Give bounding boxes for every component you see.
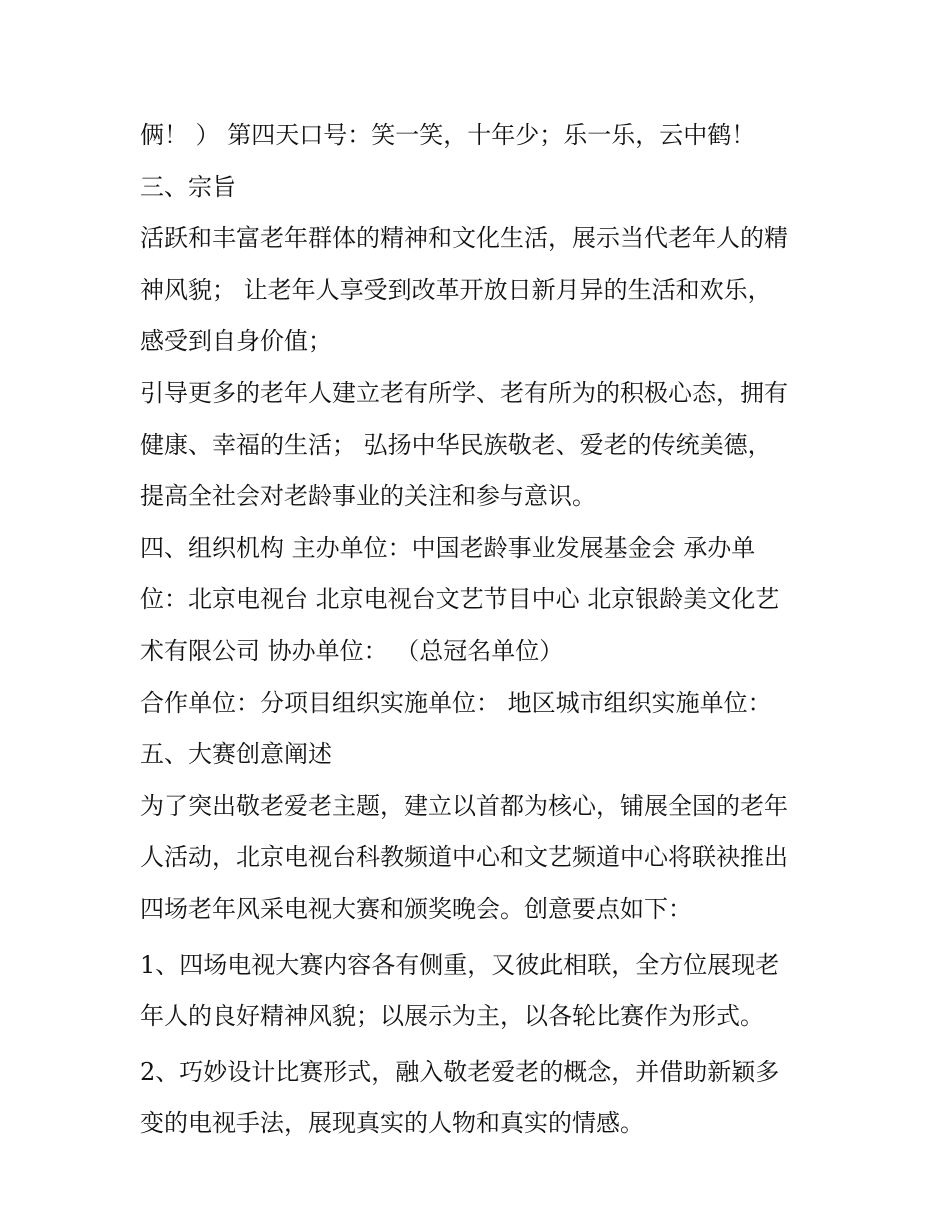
text-line: 变的电视手法，展现真实的人物和真实的情感。	[140, 1109, 644, 1138]
text-line: 为了突出敬老爱老主题，建立以首都为核心，铺展全国的老年	[140, 791, 788, 820]
section-heading-organization: 四、组织机构 主办单位：中国老龄事业发展基金会 承办单	[140, 533, 756, 562]
text-line: 引导更多的老年人建立老有所学、老有所为的积极心态，拥有	[140, 378, 788, 407]
section-heading-creative: 五、大赛创意阐述	[140, 740, 332, 769]
list-item-1: 1、四场电视大赛内容各有侧重，又彼此相联，全方位展现老	[140, 950, 780, 979]
text-line: 俩！ ） 第四天口号：笑一笑，十年少；乐一乐，云中鹤！	[140, 121, 756, 149]
text-line: 术有限公司 协办单位： （总冠名单位）	[140, 636, 564, 665]
text-line: 感受到自身价值；	[140, 327, 332, 356]
document-body	[140, 110, 820, 1150]
text-line: 合作单位：分项目组织实施单位： 地区城市组织实施单位：	[140, 688, 772, 717]
text-line: 神风貌； 让老年人享受到改革开放日新月异的生活和欢乐，	[140, 275, 772, 304]
text-line: 人活动，北京电视台科教频道中心和文艺频道中心将联袂推出	[140, 843, 788, 872]
text-line: 活跃和丰富老年群体的精神和文化生活，展示当代老年人的精	[140, 224, 788, 253]
text-line: 位：北京电视台 北京电视台文艺节目中心 北京银龄美文化艺	[140, 585, 780, 614]
text-line: 四场老年风采电视大赛和颁奖晚会。创意要点如下：	[140, 894, 692, 923]
section-heading-purpose: 三、宗旨	[140, 172, 236, 201]
list-item-2: 2、巧妙设计比赛形式，融入敬老爱老的概念，并借助新颖多	[140, 1057, 780, 1086]
text-line: 健康、幸福的生活； 弘扬中华民族敬老、爱老的传统美德，	[140, 430, 772, 459]
text-line: 年人的良好精神风貌；以展示为主，以各轮比赛作为形式。	[140, 1002, 764, 1031]
text-line: 提高全社会对老龄事业的关注和参与意识。	[140, 482, 596, 511]
